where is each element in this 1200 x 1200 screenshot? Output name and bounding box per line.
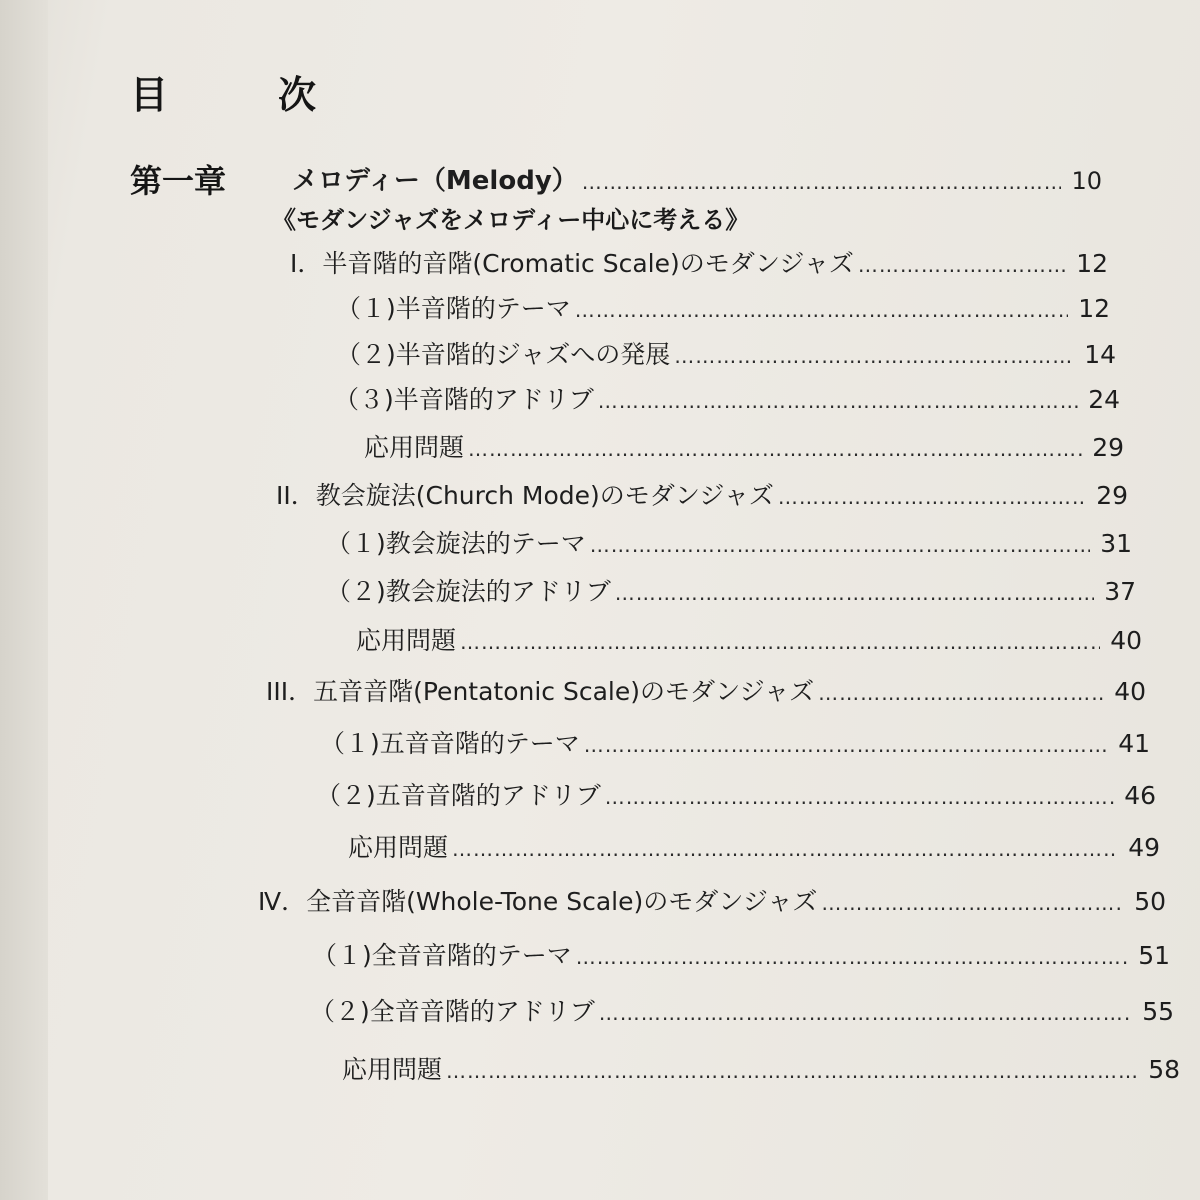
page-number: 55: [1142, 997, 1174, 1026]
toc-entry: [336, 289, 1110, 325]
page-number: 12: [1076, 249, 1108, 278]
toc-entry: [266, 672, 1146, 708]
toc-entry: [320, 724, 1150, 760]
toc-entry: [326, 572, 1136, 608]
toc-entry: [364, 428, 1124, 464]
page-number: 29: [1092, 433, 1124, 462]
dot-leader: [818, 681, 1104, 705]
dot-leader: [590, 533, 1090, 557]
dot-leader: [674, 344, 1074, 368]
dot-leader: [575, 298, 1068, 322]
toc-entry-text: Ⅳ．全音音階(Whole-Tone Scale)のモダンジャズ: [258, 887, 818, 916]
dot-leader: [615, 581, 1094, 605]
page-number: 50: [1134, 887, 1166, 916]
toc-entry: [316, 776, 1156, 812]
toc-entry-text: 応用問題: [348, 833, 449, 862]
page-number: 29: [1096, 481, 1128, 510]
toc-entry-text: 応用問題: [364, 433, 465, 462]
page-title: 目 次: [130, 73, 353, 117]
dot-leader: [468, 437, 1082, 461]
toc-entry: [356, 621, 1142, 657]
page-number: 12: [1078, 294, 1110, 323]
dot-leader: [582, 170, 1062, 194]
toc-entry-text: II．教会旋法(Church Mode)のモダンジャズ: [276, 481, 774, 510]
toc-entry: [334, 380, 1120, 416]
toc-entry-text: （２)五音音階的アドリブ: [316, 781, 601, 810]
toc-entry-text: （２)教会旋法的アドリブ: [326, 577, 611, 606]
dot-leader: [584, 733, 1108, 757]
toc-entry-text: （３)半音階的アドリブ: [334, 385, 594, 414]
toc-entry: [310, 992, 1174, 1028]
toc-entry-text: （１)五音音階的テーマ: [320, 729, 580, 758]
dot-leader: [446, 1059, 1138, 1083]
dot-leader: [605, 785, 1114, 809]
dot-leader: [778, 485, 1086, 509]
toc-entry-text: （１)半音階的テーマ: [336, 294, 571, 323]
toc-entry-text: Ⅰ．半音階的音階(Cromatic Scale)のモダンジャズ: [290, 249, 854, 278]
toc-entry: [312, 936, 1170, 972]
page-number: 49: [1128, 833, 1160, 862]
chapter-label: 第一章: [130, 162, 227, 200]
toc-entry: [342, 1050, 1180, 1086]
page-number: 14: [1084, 340, 1116, 369]
page-number: 40: [1114, 677, 1146, 706]
toc-entry-text: （２)半音階的ジャズへの発展: [336, 340, 671, 369]
chapter-title-row: [292, 160, 1102, 197]
toc-entry: [258, 882, 1166, 918]
page-number: 37: [1104, 577, 1136, 606]
dot-leader: [452, 837, 1118, 861]
dot-leader: [858, 253, 1066, 277]
toc-entry: [348, 828, 1160, 864]
page-number: 40: [1110, 626, 1142, 655]
page-number: 31: [1100, 529, 1132, 558]
page-number: 10: [1071, 167, 1102, 195]
toc-entry-text: 応用問題: [356, 626, 457, 655]
chapter-subtitle: 《モダンジャズをメロディー中心に考える》: [272, 206, 750, 234]
page-number: 58: [1148, 1055, 1180, 1084]
toc-entry-text: （２)全音音階的アドリブ: [310, 997, 595, 1026]
page-number: 41: [1118, 729, 1150, 758]
page-number: 46: [1124, 781, 1156, 810]
toc-entry: [336, 335, 1116, 371]
toc-entry-text: （１)全音音階的テーマ: [312, 941, 572, 970]
dot-leader: [821, 891, 1124, 915]
toc-entry: [276, 476, 1128, 512]
chapter-title: メロディー（Melody）: [292, 166, 578, 196]
toc-entry-text: （１)教会旋法的テーマ: [326, 529, 586, 558]
dot-leader: [576, 945, 1128, 969]
toc-entry-text: III．五音音階(Pentatonic Scale)のモダンジャズ: [266, 677, 815, 706]
dot-leader: [599, 1001, 1132, 1025]
dot-leader: [598, 389, 1078, 413]
toc-entry: [326, 524, 1132, 560]
page-number: 24: [1088, 385, 1120, 414]
toc-entry-text: 応用問題: [342, 1055, 443, 1084]
page-number: 51: [1138, 941, 1170, 970]
dot-leader: [460, 630, 1100, 654]
page-inner-margin: [0, 0, 48, 1200]
toc-entry: [290, 244, 1108, 280]
